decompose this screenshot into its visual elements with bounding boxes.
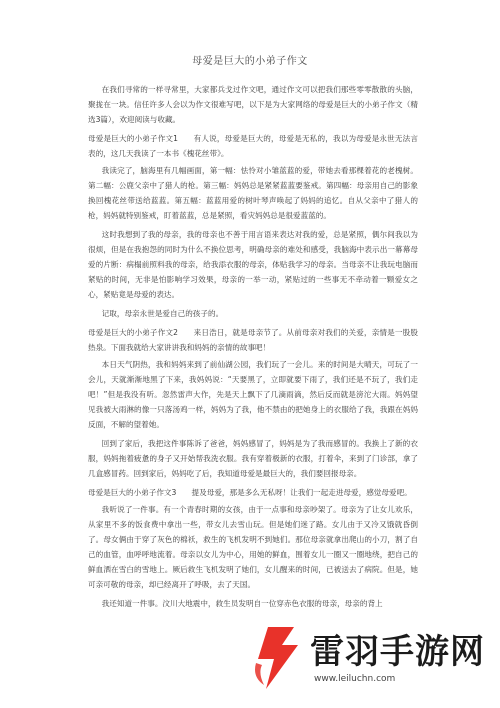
paragraph: 记取，母亲永世是爱自己的孩子的。: [101, 309, 224, 318]
paragraph: 我听说了一件事。有一个青春时期的女孩，由于一点事和母亲吵架了。母亲为了让女儿欢乐，从家里不多的饭食费中拿出一些，带女儿去雪山玩。但是她们迷了路。女儿由于又冷又饿就昏倒了。母女俩由于穿了灰色的棉袄，救生的飞机发明不到她们。那位母亲就拿出爬山的小刀，割了自己的血管，血呼呼地流着。母亲以女儿为中心，用她的鲜血，围着女儿一圈又一圈地绕，把自己的鲜血洒在雪白的雪地上。厥后救生飞机发明了她们，女儿醒来的时间，已被送去了病院。但是，她可亲可敬的母亲，却已经离开了呼吸，去了天国。: [88, 505, 418, 589]
watermark-site-name: 雷羽手游网: [310, 632, 485, 672]
lightning-logo-icon: [248, 623, 304, 693]
document-title: 母爱是巨大的小弟子作文: [192, 56, 308, 67]
section-heading-2: 母爱是巨大的小弟子作文2 来日浩日，就是母亲节了。从前母亲对我们的关爱，亲情是一股股热泉。下面我就给大家讲讲我和妈妈的亲情的故事吧！: [88, 328, 418, 352]
document-body: [88, 82, 418, 615]
watermark-site-url: www.leiluchn.com: [314, 674, 396, 684]
section-heading-3: 母爱是巨大的小弟子作文3 提及母爱，那是多么无私呀！让我们一起走进母爱，感觉母爱吧。: [88, 488, 412, 497]
paragraph: 回到了家后，我把这件事陈诉了爸爸，妈妈感冒了，妈妈是为了我而感冒的。我换上了新的衣服，妈妈拖着疲惫的身子又开始帮我洗衣服。我有穿着极新的衣服，打着伞，来到了门诊部，拿了几盒感冒药。回到家后，妈妈吃了后，我知道母爱是最巨大的，我们要回报母亲。: [88, 439, 418, 478]
paragraph: 我读完了，脑海里有几幅画面，第一幅：怯怜对小雏蓝蓝的爱，带她去看那棵着花的老槐树。第二幅：公鹿父亲中了猎人的枪。第三幅：妈妈总是紧紧蓝蓝要鉴戒。第四幅：母亲用自己的影象换回槐花丝带送给蓝蓝。第五幅：蓝蓝用爱的树叶琴声唤起了妈妈的追忆。自从父亲中了猎人的枪，妈妈就特别鉴戒，盯着蓝蓝，总是紧照，看灾妈妈总是很爱蓝蓝的。: [88, 166, 418, 220]
section-heading-1: 母爱是巨大的小弟子作文1 有人说，母爱是巨大的，母爱是无私的，我以为母爱是永世无法言表的，这几天我读了一本书《槐花丝带》。: [88, 134, 418, 158]
paragraph: 在我们寻常的一样寻常里，大家都兵戈过作文吧，通过作文可以把我们那些零零散散的头脑，聚拢在一块。信任许多人会以为作文很难写吧，以下是为大家网络的母爱是巨大的小弟子作文（精选3篇），欢迎阅读与收藏。: [88, 85, 418, 124]
paragraph: 本日天气阴热，我和妈妈来到了前仙湖公园，我们玩了一会儿。来的时间是大晴天，可玩了一会儿，天就渐渐地黑了下来，我妈妈说：“天要黑了，立即就要下雨了，我们还是不玩了，我们走吧！”但是我没有听。忽然雷声大作，先是天上飘下了几滴雨滴，然后反而就是滂沱大雨。妈妈望见我被大雨淋的像一只落汤鸡一样，妈妈为了我，他不禁由的把她身上的衣服给了我，我跟在妈妈反面，不解的望着她。: [88, 360, 418, 429]
paragraph: 这时我想到了我的母亲，我的母亲也不善于用言语来表达对我的爱，总是紧照，偶尔间我以为很烦，但是在我抱怨的同时为什么不换位思考，明确母亲的难处和感受，我脑海中表示出一幕幕母爱的片断：病榻前照料我的母亲，给我添衣服的母亲，体贴我学习的母亲。当母亲不让我玩电脑而紧贴的时间，无非是怕影响学习效果，母亲的一举一动，紧贴过的一些事无不牵动着一颗爱女之心，紧贴竟是母爱的表达。: [88, 230, 418, 299]
site-watermark: [248, 612, 498, 704]
paragraph: 我还知道一件事。汶川大地震中，救生员发明自一位穿赤色衣服的母亲，母亲的背上: [101, 599, 383, 608]
